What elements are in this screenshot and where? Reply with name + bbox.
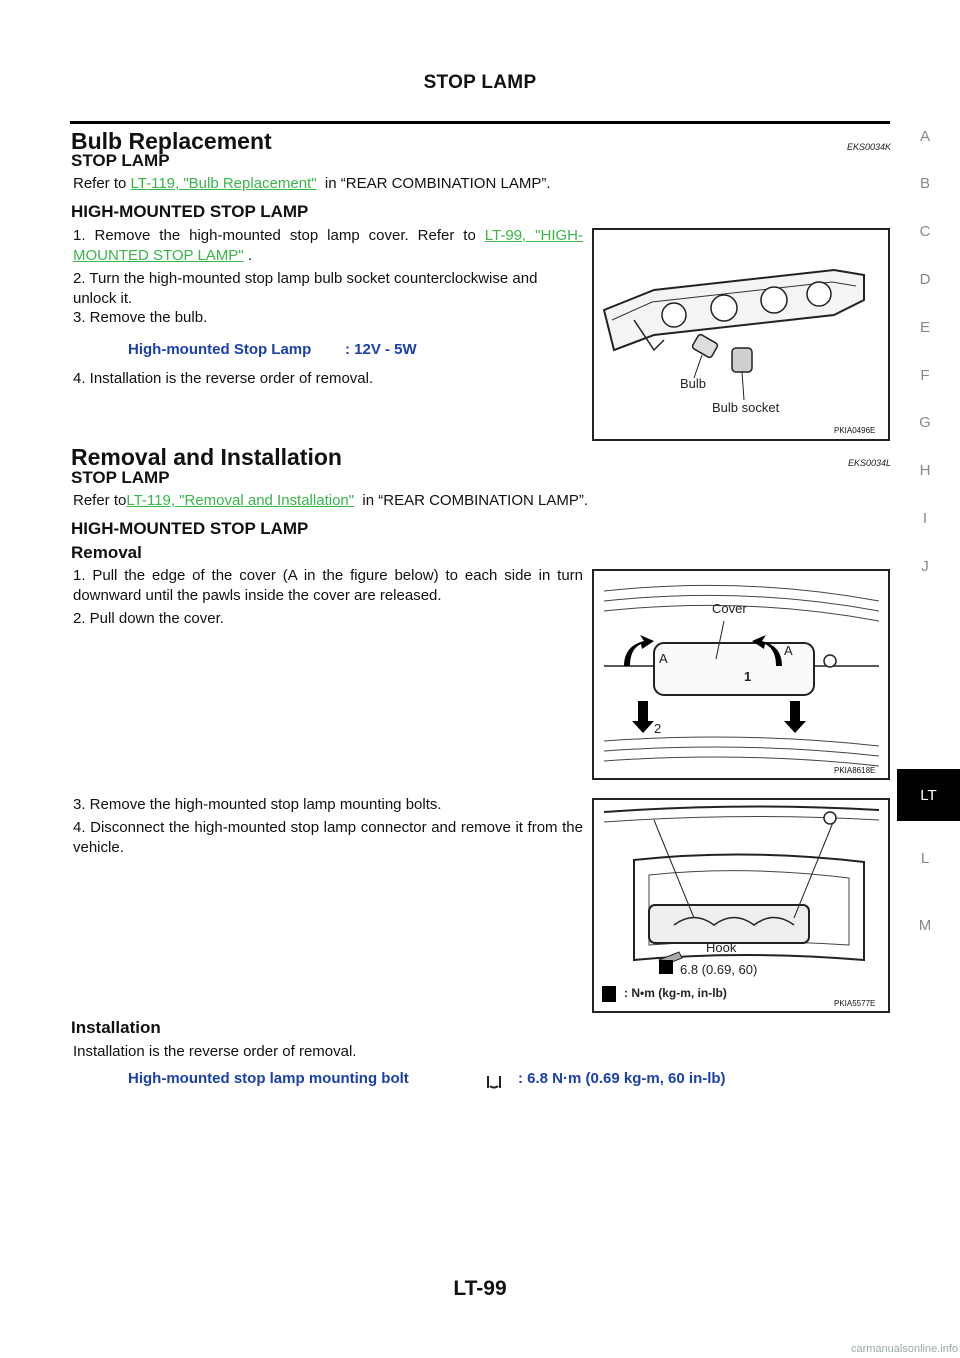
label-hook: Hook — [706, 940, 737, 955]
header-rule — [70, 121, 890, 124]
figure-caption: PKIA5577E — [834, 999, 876, 1008]
removal-step-1: 1. Pull the edge of the cover (A in the figure below) to each side in turn downward until the pawls inside the cover are released. — [73, 567, 583, 604]
section-title-bulb-replacement: Bulb Replacement — [71, 128, 272, 154]
figure-caption: PKIA0496E — [834, 426, 876, 435]
section-title-removal-installation: Removal and Installation — [71, 444, 342, 470]
torque-legend: : N•m (kg-m, in-lb) — [624, 986, 727, 1000]
label-bulb: Bulb — [680, 376, 707, 391]
subheading-removal: Removal — [71, 543, 142, 562]
link-lt119-bulb-replacement[interactable]: LT-119, "Bulb Replacement" — [130, 175, 317, 192]
step-list — [73, 226, 583, 266]
subheading-stop-lamp: STOP LAMP — [71, 151, 170, 170]
label-a-right: A — [784, 643, 793, 658]
subheading-installation: Installation — [71, 1018, 161, 1037]
side-index-l[interactable]: L — [920, 850, 930, 867]
label-step-1: 1 — [744, 669, 752, 684]
step-3: 3. Remove the bulb. — [73, 309, 208, 326]
side-index-c[interactable]: C — [919, 223, 931, 240]
figure-mounting-bolts — [592, 798, 890, 1013]
torque-spec-label: High-mounted stop lamp mounting bolt — [128, 1070, 409, 1087]
removal-step-2: 2. Pull down the cover. — [73, 610, 224, 627]
figure-cover-removal — [592, 569, 890, 780]
label-cover: Cover — [712, 601, 747, 616]
link-lt99-high-mounted[interactable]: LT-99, "HIGH-MOUNTED STOP LAMP" — [73, 227, 584, 264]
section-code: EKS0034L — [847, 458, 891, 468]
subheading-high-mounted-stop-lamp: HIGH-MOUNTED STOP LAMP — [71, 202, 309, 221]
step-2: 2. Turn the high-mounted stop lamp bulb socket counterclockwise and unlock it. — [73, 270, 538, 307]
side-index-m[interactable]: M — [918, 917, 932, 934]
side-index-a[interactable]: A — [919, 128, 930, 145]
step-4: 4. Installation is the reverse order of removal. — [73, 370, 374, 387]
page-title: STOP LAMP — [423, 72, 537, 93]
figure-caption: PKIA8618E — [834, 766, 876, 775]
side-index-j[interactable]: J — [921, 558, 929, 575]
side-index-d[interactable]: D — [919, 271, 931, 288]
label-a-left: A — [659, 651, 668, 666]
side-index-f[interactable]: F — [920, 367, 930, 384]
bolts-illustration — [594, 800, 888, 1011]
label-bulb-socket: Bulb socket — [712, 400, 780, 415]
figure-bulb-socket — [592, 228, 890, 441]
watermark: carmanualsonline.info — [850, 1343, 958, 1355]
label-step-2: 2 — [654, 721, 662, 736]
subheading-stop-lamp: STOP LAMP — [71, 468, 170, 487]
side-index-i[interactable]: I — [922, 510, 928, 527]
side-index-b[interactable]: B — [919, 175, 930, 192]
link-lt119-removal-installation[interactable]: LT-119, "Removal and Installation" — [126, 492, 355, 509]
refer-line: Refer toLT-119, "Removal and Installation" in “REAR COMBINATION LAMP”. — [73, 492, 589, 509]
section-code: EKS0034K — [846, 142, 891, 152]
page-number: LT-99 — [453, 1277, 507, 1300]
side-index-h[interactable]: H — [919, 462, 931, 479]
spec-label: High-mounted Stop Lamp — [128, 341, 312, 358]
subheading-high-mounted-stop-lamp: HIGH-MOUNTED STOP LAMP — [71, 519, 309, 538]
spec-value: : 12V - 5W — [345, 341, 417, 358]
torque-icon — [484, 1072, 504, 1097]
removal-step-4: 4. Disconnect the high-mounted stop lamp connector and remove it from the vehicle. — [73, 819, 583, 856]
removal-step-3: 3. Remove the high-mounted stop lamp mounting bolts. — [73, 796, 442, 813]
side-index-g[interactable]: G — [919, 414, 931, 431]
side-index-lt-active[interactable]: LT — [897, 769, 960, 821]
torque-spec-value: : 6.8 N·m (0.69 kg-m, 60 in-lb) — [518, 1070, 726, 1087]
refer-line: Refer to LT-119, "Bulb Replacement" in “REAR COMBINATION LAMP”. — [73, 175, 551, 192]
side-index-e[interactable]: E — [919, 319, 930, 336]
installation-text: Installation is the reverse order of removal. — [73, 1043, 357, 1060]
step-1: 1. Remove the high-mounted stop lamp cover. Refer to LT-99, "HIGH-MOUNTED STOP LAMP" . — [73, 227, 584, 264]
label-torque: 6.8 (0.69, 60) — [680, 962, 758, 977]
